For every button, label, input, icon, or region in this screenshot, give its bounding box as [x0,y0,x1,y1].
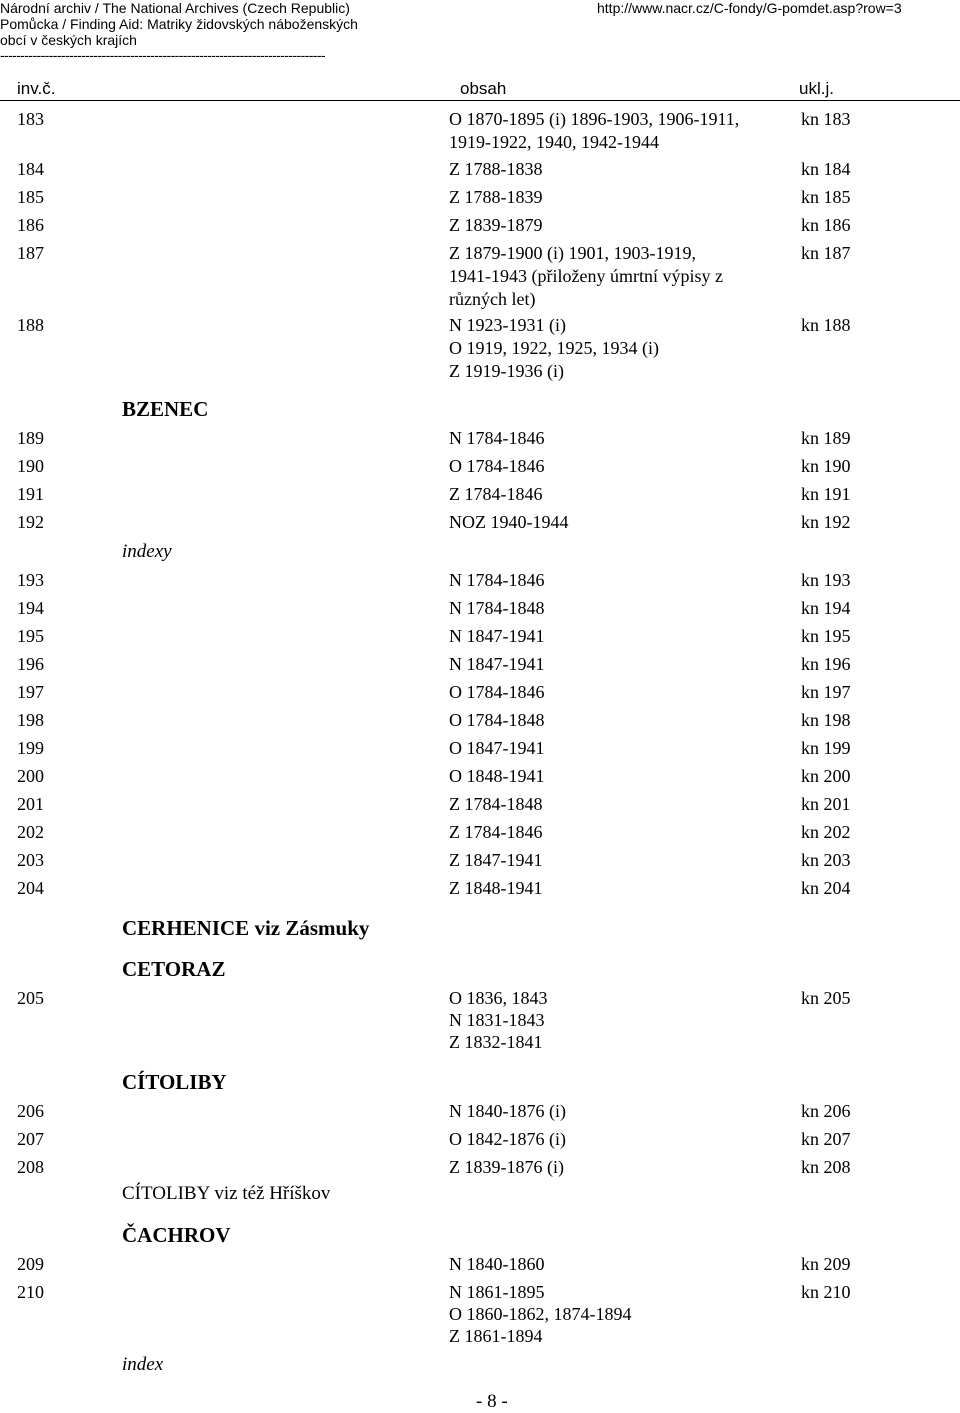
unit-label: kn 203 [801,850,851,870]
archive-title: Národní archiv / The National Archives (Czech Republic) [0,0,350,16]
content-line: O 1784-1846 [449,682,545,702]
inv-number: 192 [17,512,44,532]
subheading-index: index [122,1354,164,1375]
column-content: obsah [460,79,507,98]
inv-number: 198 [17,710,44,730]
content-line: Z 1832-1841 [449,1032,543,1052]
inv-number: 207 [17,1129,44,1149]
content-line: 1941-1943 (přiloženy úmrtní výpisy z [449,266,723,286]
inv-number: 193 [17,570,44,590]
inv-number: 200 [17,766,44,786]
content-line: NOZ 1940-1944 [449,512,569,532]
inv-number: 186 [17,215,44,235]
unit-label: kn 204 [801,878,851,898]
inv-number: 205 [17,988,44,1008]
unit-label: kn 196 [801,654,851,674]
content-line: Z 1839-1879 [449,215,543,235]
unit-label: kn 207 [801,1129,851,1149]
content-line: N 1847-1941 [449,654,545,674]
unit-label: kn 188 [801,315,851,335]
finding-aid-subtitle: obcí v českých krajích [0,32,137,48]
cross-reference-note: CÍTOLIBY viz též Hříškov [122,1183,331,1204]
content-line: Z 1788-1838 [449,159,543,179]
unit-label: kn 197 [801,682,851,702]
section-heading-cachrov: ČACHROV [122,1223,231,1247]
unit-label: kn 193 [801,570,851,590]
content-line: Z 1861-1894 [449,1326,543,1346]
unit-label: kn 210 [801,1282,851,1302]
column-inv: inv.č. [17,79,56,98]
unit-label: kn 190 [801,456,851,476]
content-line: Z 1784-1846 [449,822,543,842]
header-rule [0,100,960,101]
content-line: O 1860-1862, 1874-1894 [449,1304,632,1324]
inv-number: 202 [17,822,44,842]
content-line: N 1840-1876 (i) [449,1101,566,1121]
inv-number: 194 [17,598,44,618]
unit-label: kn 198 [801,710,851,730]
content-line: N 1784-1846 [449,428,545,448]
inv-number: 185 [17,187,44,207]
unit-label: kn 205 [801,988,851,1008]
content-line: N 1847-1941 [449,626,545,646]
section-heading-citoliby: CÍTOLIBY [122,1070,227,1094]
content-line: O 1842-1876 (i) [449,1129,566,1149]
dash-separator: -------------------------------------------------------------------------------- [0,47,325,63]
content-line: O 1870-1895 (i) 1896-1903, 1906-1911, [449,109,740,129]
inv-number: 191 [17,484,44,504]
content-line: N 1784-1848 [449,598,545,618]
inv-number: 195 [17,626,44,646]
section-heading-bzenec: BZENEC [122,397,209,421]
unit-label: kn 199 [801,738,851,758]
unit-label: kn 208 [801,1157,851,1177]
content-line: Z 1879-1900 (i) 1901, 1903-1919, [449,243,696,263]
inv-number: 209 [17,1254,44,1274]
finding-aid-title: Pomůcka / Finding Aid: Matriky židovských náboženských [0,16,358,32]
content-line: různých let) [449,289,536,309]
inv-number: 208 [17,1157,44,1177]
content-line: Z 1848-1941 [449,878,543,898]
unit-label: kn 191 [801,484,851,504]
inv-number: 210 [17,1282,44,1302]
section-heading-cerhenice: CERHENICE viz Zásmuky [122,916,370,940]
content-line: O 1836, 1843 [449,988,548,1008]
content-line: O 1784-1846 [449,456,545,476]
inv-number: 190 [17,456,44,476]
content-line: N 1923-1931 (i) [449,315,566,335]
unit-label: kn 183 [801,109,851,129]
content-line: Z 1847-1941 [449,850,543,870]
inv-number: 196 [17,654,44,674]
inv-number: 187 [17,243,44,263]
unit-label: kn 192 [801,512,851,532]
unit-label: kn 201 [801,794,851,814]
unit-label: kn 194 [801,598,851,618]
content-line: Z 1788-1839 [449,187,543,207]
content-line: Z 1919-1936 (i) [449,361,564,381]
unit-label: kn 202 [801,822,851,842]
unit-label: kn 195 [801,626,851,646]
inv-number: 201 [17,794,44,814]
content-line: O 1784-1848 [449,710,545,730]
unit-label: kn 184 [801,159,851,179]
column-unit: ukl.j. [799,79,834,98]
content-line: N 1861-1895 [449,1282,545,1302]
content-line: O 1847-1941 [449,738,545,758]
unit-label: kn 200 [801,766,851,786]
unit-label: kn 206 [801,1101,851,1121]
unit-label: kn 187 [801,243,851,263]
unit-label: kn 209 [801,1254,851,1274]
unit-label: kn 189 [801,428,851,448]
inv-number: 199 [17,738,44,758]
source-url[interactable]: http://www.nacr.cz/C-fondy/G-pomdet.asp?row=3 [597,0,902,16]
page-number: - 8 - [476,1391,508,1412]
inv-number: 184 [17,159,44,179]
section-heading-cetoraz: CETORAZ [122,957,226,981]
inv-number: 183 [17,109,44,129]
inv-number: 203 [17,850,44,870]
content-line: O 1919, 1922, 1925, 1934 (i) [449,338,659,358]
inv-number: 189 [17,428,44,448]
content-line: Z 1839-1876 (i) [449,1157,564,1177]
inv-number: 204 [17,878,44,898]
inv-number: 197 [17,682,44,702]
content-line: N 1840-1860 [449,1254,545,1274]
content-line: 1919-1922, 1940, 1942-1944 [449,132,659,152]
content-line: O 1848-1941 [449,766,545,786]
subheading-indexy: indexy [122,541,172,562]
inv-number: 188 [17,315,44,335]
content-line: Z 1784-1846 [449,484,543,504]
content-line: N 1784-1846 [449,570,545,590]
content-line: Z 1784-1848 [449,794,543,814]
unit-label: kn 186 [801,215,851,235]
inv-number: 206 [17,1101,44,1121]
content-line: N 1831-1843 [449,1010,545,1030]
unit-label: kn 185 [801,187,851,207]
